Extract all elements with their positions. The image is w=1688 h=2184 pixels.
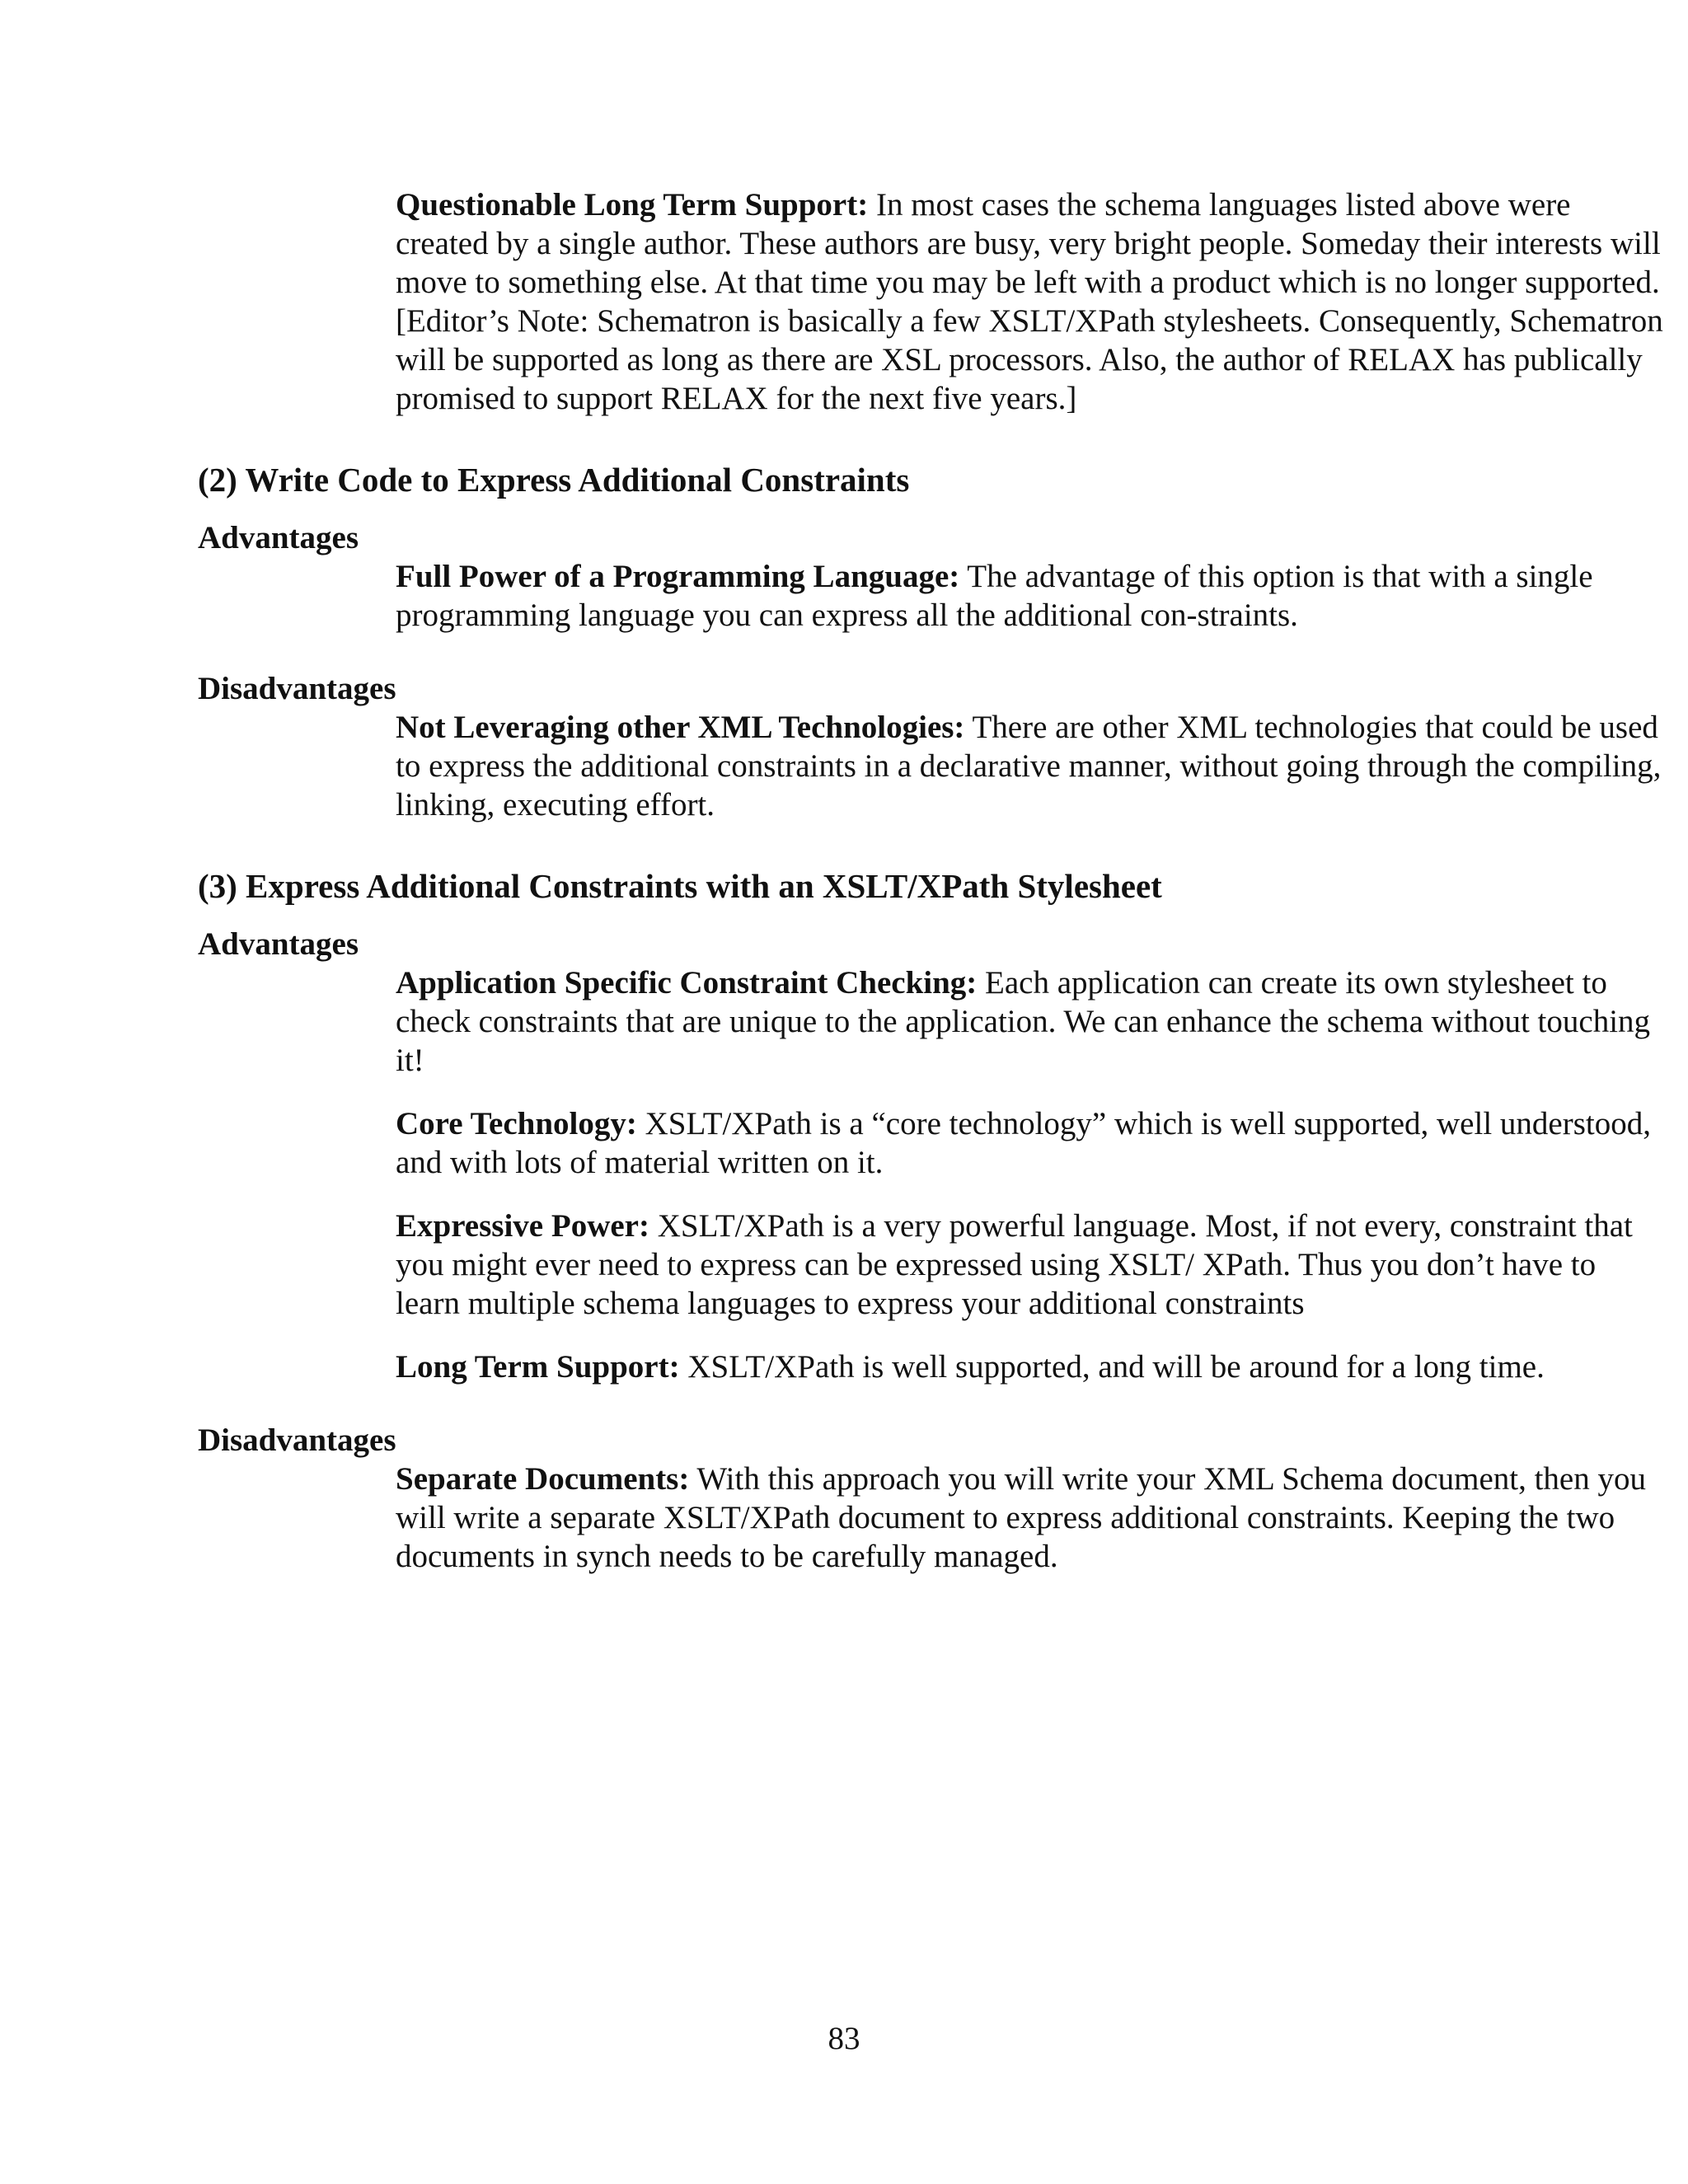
paragraph-text: Each application can create its own stylesheet to check constraints that are unique to the application. We can enhance the schema without touching it! <box>396 965 1651 1078</box>
full-power-paragraph <box>396 557 1665 635</box>
section-2-heading: (2) Write Code to Express Additional Constraints <box>198 461 910 499</box>
section-3-heading: (3) Express Additional Constraints with an XSLT/XPath Stylesheet <box>198 867 1162 905</box>
page-content <box>198 185 1663 1601</box>
expressive-power-paragraph <box>396 1207 1665 1323</box>
paragraph-lead: Long Term Support: <box>396 1349 680 1385</box>
paragraph-text: XSLT/XPath is a “core technology” which is well supported, well understood, and with lots of material written on it. <box>396 1106 1651 1180</box>
page-number: 83 <box>828 2021 860 2056</box>
paragraph-text: With this approach you will write your XML Schema document, then you will write a separate XSLT/XPath document to express additional constraints. Keeping the two documents in synch needs to be carefully managed. <box>396 1461 1646 1574</box>
paragraph-text: XSLT/XPath is a very powerful language. Most, if not every, constraint that you might ever need to express can be expressed using XSLT/ XPath. Thus you don’t have to learn multiple schema languages to express your additional constraints <box>396 1208 1633 1321</box>
paragraph-lead: Separate Documents: <box>396 1461 690 1497</box>
not-leveraging-paragraph <box>396 708 1665 824</box>
paragraph-lead: Application Specific Constraint Checking: <box>396 965 978 1001</box>
section-3-disadvantages-label: Disadvantages <box>198 1422 396 1458</box>
separate-documents-paragraph <box>396 1460 1665 1576</box>
paragraph-lead: Core Technology: <box>396 1106 637 1141</box>
section-3-advantages-label: Advantages <box>198 926 359 962</box>
paragraph-text: The advantage of this option is that with a single programming language you can express all the additional con-straints. <box>396 559 1593 633</box>
application-specific-paragraph <box>396 963 1665 1080</box>
section-2-advantages-label: Advantages <box>198 520 359 555</box>
paragraph-text: XSLT/XPath is well supported, and will be around for a long time. <box>679 1349 1545 1385</box>
long-term-support-paragraph <box>396 1347 1665 1386</box>
paragraph-lead: Full Power of a Programming Language: <box>396 559 960 594</box>
paragraph-lead: Questionable Long Term Support: <box>396 187 869 223</box>
paragraph-lead: Not Leveraging other XML Technologies: <box>396 710 965 745</box>
questionable-support-paragraph <box>396 185 1665 418</box>
paragraph-lead: Expressive Power: <box>396 1208 649 1244</box>
core-technology-paragraph <box>396 1104 1665 1182</box>
section-2-disadvantages-label: Disadvantages <box>198 671 396 706</box>
paragraph-text: There are other XML technologies that could be used to express the additional constraints in a declarative manner, without going through the compiling, linking, executing effort. <box>396 710 1662 823</box>
paragraph-text: In most cases the schema languages listed above were created by a single author. These authors are busy, very bright people. Someday their interests will move to something else. At that time you may be left with a product which is no longer supported. [Editor’s Note: Schematron is basically a few XSLT/XPath stylesheets. Consequently, Schematron will be supported as long as there are XSL processors. Also, the author of RELAX has publically promised to support RELAX for the next five years.] <box>396 187 1663 416</box>
